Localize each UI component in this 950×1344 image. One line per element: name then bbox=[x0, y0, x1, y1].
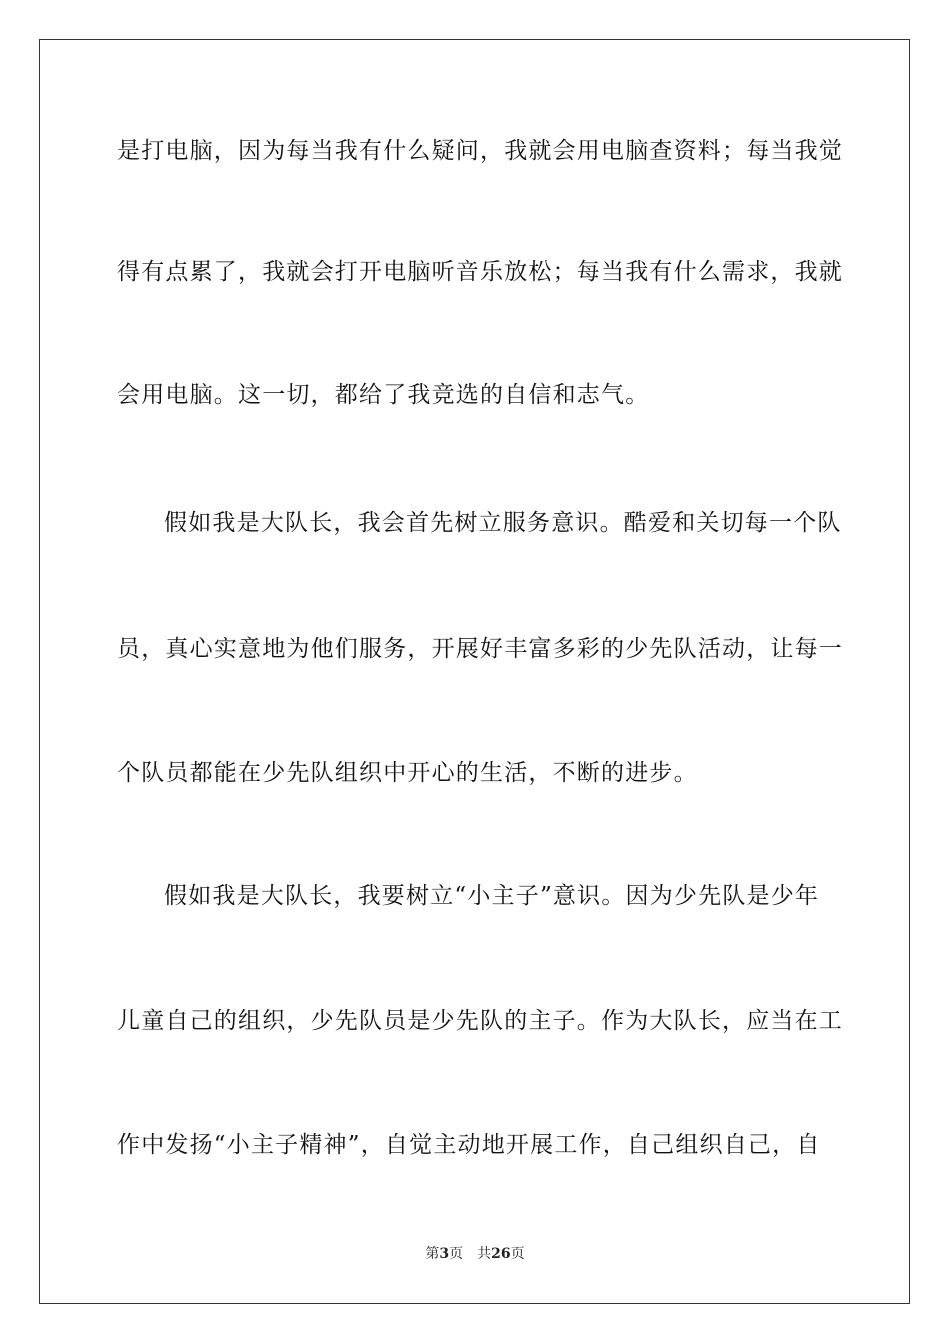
page-prefix: 第 bbox=[425, 1246, 440, 1262]
paragraph-start-line-4: 假如我是大队长，我会首先树立服务意识。酷爱和关切每一个队 bbox=[164, 510, 842, 536]
body-text-line-6: 个队员都能在少先队组织中开心的生活，不断的进步。 bbox=[117, 760, 698, 786]
body-text-line-1: 是打电脑，因为每当我有什么疑问，我就会用电脑查资料；每当我觉 bbox=[117, 138, 843, 164]
page-suffix: 页 bbox=[449, 1246, 464, 1262]
body-text-line-8: 儿童自己的组织，少先队员是少先队的主子。作为大队长，应当在工 bbox=[117, 1008, 843, 1034]
total-pages: 26 bbox=[491, 1246, 511, 1262]
total-prefix: 共 bbox=[477, 1246, 492, 1262]
page-number: 3 bbox=[439, 1246, 450, 1262]
body-text-line-3: 会用电脑。这一切，都给了我竞选的自信和志气。 bbox=[117, 382, 650, 408]
page-footer bbox=[0, 1244, 950, 1264]
page-border bbox=[39, 39, 910, 1304]
body-text-line-2: 得有点累了，我就会打开电脑听音乐放松；每当我有什么需求，我就 bbox=[117, 259, 843, 285]
paragraph-start-line-7: 假如我是大队长，我要树立“小主子”意识。因为少先队是少年 bbox=[164, 883, 820, 909]
body-text-line-9: 作中发扬“小主子精神”，自觉主动地开展工作，自己组织自己，自 bbox=[117, 1132, 821, 1158]
total-suffix: 页 bbox=[510, 1246, 525, 1262]
body-text-line-5: 员，真心实意地为他们服务，开展好丰富多彩的少先队活动，让每一 bbox=[117, 636, 843, 662]
